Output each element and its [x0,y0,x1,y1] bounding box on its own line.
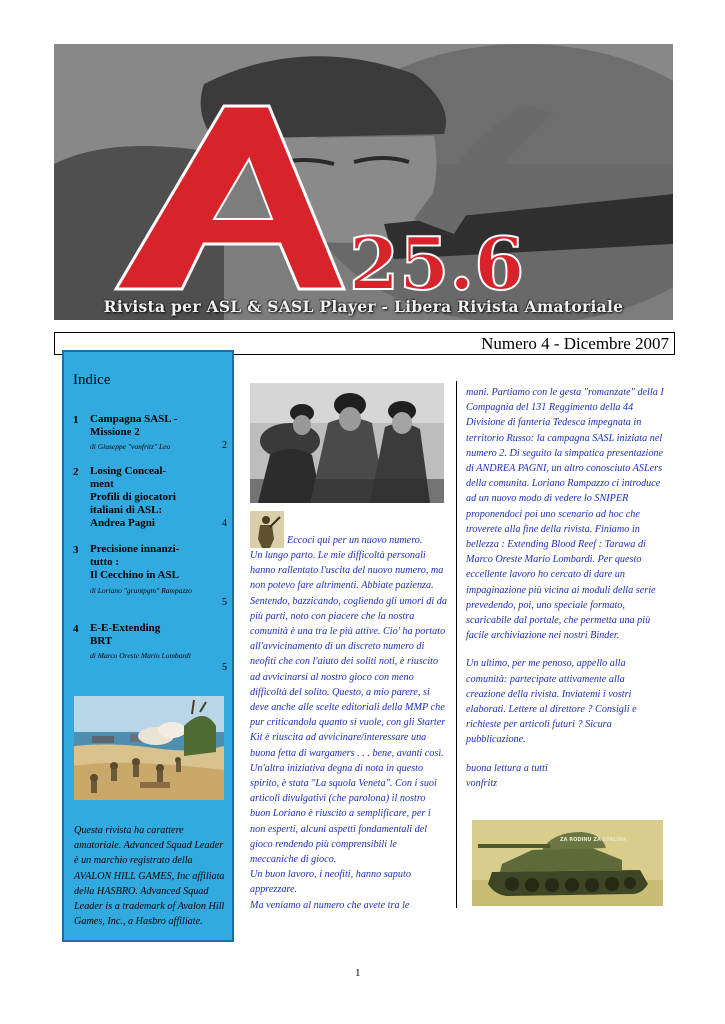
editorial-opening-line: Eccoci qui per un nuovo numero. [287,535,423,546]
toc-title-line: Il Cecchino in ASL [90,569,179,581]
toc-entry-3-title[interactable] [90,543,225,582]
masthead-artwork [54,44,673,320]
masthead-banner [54,44,673,320]
toc-page: 2 [222,440,227,451]
toc-author: di Loriano "gruntpgm" Rampazzo [90,586,192,595]
toc-title-line: Profili di giocatori [90,491,176,503]
editorial-column-1 [250,548,447,913]
toc-title-line: italiani di ASL: [90,504,163,516]
toc-title-line: tutto : [90,556,120,568]
editorial-paragraph: mani. Partiamo con le gesta "romanzate" della I Compagnia del 131 Reggimento della 44 Divisione di fanteria Tedesca impegnata in territorio Russo: la campagna SASL iniziata nel numero 2. Di seguito la simpatica presentazione di ANDREA PAGNI, un altro conosciuto ASLers della comunita. Loriano Rampazzo ci introduce ad un nuovo modo di vedere lo SNIPER proponendoci poi uno scenario ad hoc che troverete alla fine della rivista. Finiamo in bellezza : Extending Blood Reef : Tarawa di Marco Oreste Mario Lombardi. Per questo eccellente lavoro ho cercato di dare un impaginazione più vicina ai moduli della serie prevedendo, poi, uno speciale formato, scaricabile dal portale, che permetta una più facile archiviazione nei nostri Binder. [466,387,664,642]
editorial-paragraph: Un ultimo, per me penoso, appello alla comunità: partecipate attivamente alla creazione della rivista. Inviatemi i vostri elaborati. Lettere al direttore ? Consigli e richieste per articoli futuri ? Sicura pubblicazione. [466,658,637,746]
toc-entry-1-title[interactable] [90,413,225,439]
toc-number: 4 [73,623,79,635]
logo-number: 25.6 [349,221,525,306]
toc-title-line: Campagna SASL - [90,413,178,425]
soldiers-photo [250,383,444,503]
disclaimer-text: Questa rivista ha carattere amatoriale. Advanced Squad Leader è un marchio registrato della AVALON HILL GAMES, Inc affiliata della HASBRO. Advanced Squad Leader is a trademark of Avalon Hill Games, Inc., a Hasbro affiliate. [74,825,225,928]
toc-page: 4 [222,518,227,529]
toc-title-line: E-E-Extending [90,622,161,634]
tank-turret-text: ZA RODINU ZA STALINA [560,837,627,843]
toc-title-line: BRT [90,635,113,647]
beach-landing-illustration [74,696,224,800]
column-divider [456,381,457,908]
toc-title-line: Missione 2 [90,426,140,438]
index-title: Indice [73,372,111,388]
toc-number: 3 [73,544,79,556]
toc-title-line: Losing Conceal- [90,465,167,477]
t34-tank-illustration [472,820,663,906]
toc-number: 2 [73,466,79,478]
toc-number: 1 [73,414,79,426]
page-number: 1 [355,967,361,979]
toc-author: di Giuseppe "vonfritz" Leo [90,442,171,451]
toc-entry-2-title[interactable] [90,465,225,530]
issue-label: Numero 4 - Dicembre 2007 [481,334,669,353]
sidebar-index [62,350,234,942]
toc-title-line: Andrea Pagni [90,517,155,529]
soldier-figure-thumbnail [250,511,284,548]
toc-page: 5 [222,597,227,608]
banner-caption: Rivista per ASL & SASL Player - Libera Rivista Amatoriale [103,297,624,316]
toc-title-line: ment [90,478,114,490]
toc-page: 5 [222,662,227,673]
editorial-body: Un lungo parto. Le mie difficoltà personali hanno rallentato l'uscita del nuovo numero, ma non potevo fare altrimenti. Abbiate pazienza. Sentendo, bazzicando, cogliendo gli umori di da più parti, noto con piacere che la nostra comunità è una tra le più attive. Cio' ha portato all'avvicinamento di un discreto numero di neofiti che con l'aiuto dei soliti noti, è riuscito ad avvicinarsi al nostro gioco con meno difficoltà del solito. Questo, a mio parere, si deve anche alle scelte editoriali della MMP che pur criticandola quanto si vuole, con gli Starter Kit è riuscita ad avvicinare/interessare una buona fetta di wargamers . . . bene, avanti così. Un'altra iniziativa degna di nota in questo spirito, è stata "La squola Veneta". Con i suoi articoli divulgativi (che parolona) il nostro buon Loriano è riuscito a semplificare, per i non esperti, alcuni aspetti fondamentali del gioco rendendo più comprensibili le meccaniche di gioco. Un buon lavoro, i neofiti, hanno saputo apprezzare. Ma veniamo al numero che avete tra le [250,550,447,911]
editorial-signoff: buona lettura a tutti vonfritz [466,762,548,789]
toc-author: di Marco Oreste Mario Lombardi [90,651,191,660]
toc-title-line: Precisione innanzi- [90,543,180,555]
toc-entry-4-title[interactable] [90,622,225,648]
editorial-column-2 [466,385,666,791]
